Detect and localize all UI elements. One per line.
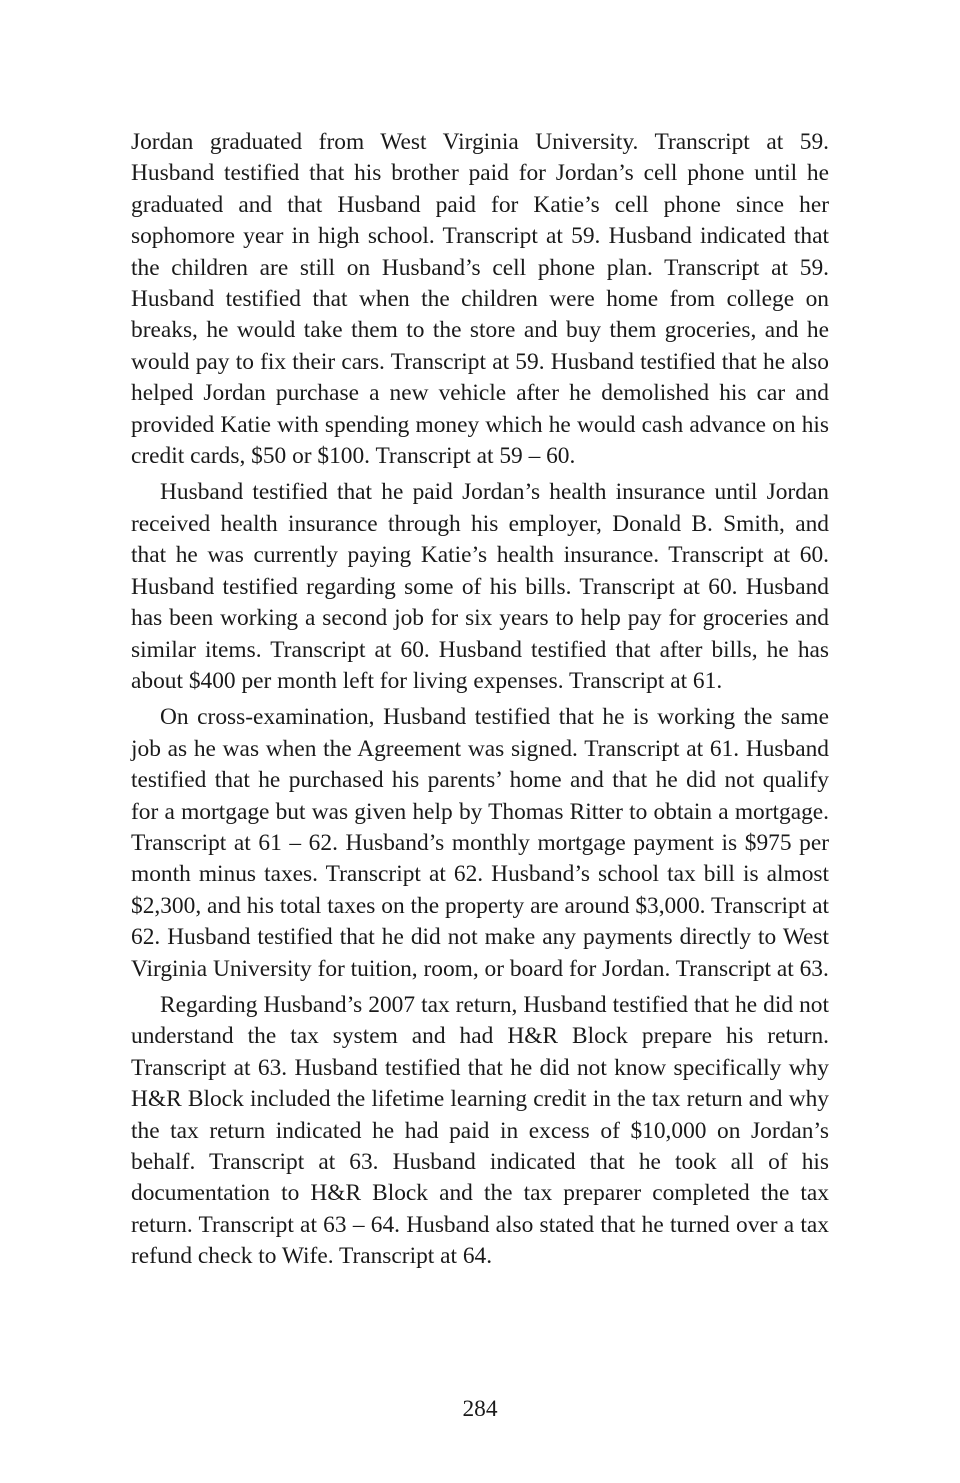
paragraph-3: On cross-examination, Husband testified that he is working the same job as he was when the Agreement was signed. Transcript at 61. Husband testified that he purchased his parents’ home and that he did not qualify for a mortgage but was given help by Thomas Ritter to obtain a mortgage. Transcript at 61 – 62. Husband’s monthly mortgage payment is $975 per month minus taxes. Transcript at 62. Husband’s school tax bill is almost $2,300, and his total taxes on the property are around $3,000. Transcript at 62. Husband testified that he did not make any payments directly to West Virginia University for tuition, room, or board for Jordan. Transcript at 63. [131,704,829,982]
page-number: 284 [462,1396,498,1422]
body-text [131,127,829,1278]
paragraph-1: Jordan graduated from West Virginia University. Transcript at 59. Husband testified that his brother paid for Jordan’s cell phone until he graduated and that Husband paid for Katie’s cell phone since her sophomore year in high school. Transcript at 59. Husband indicated that the children are still on Husband’s cell phone plan. Transcript at 59. Husband testified that when the children were home from college on breaks, he would take them to the store and buy them groceries, and he would pay to fix their cars. Transcript at 59. Husband testified that he also helped Jordan purchase a new vehicle after he demolished his car and provided Katie with spending money which he would cash advance on his credit cards, $50 or $100. Transcript at 59 – 60. [131,129,829,470]
paragraph-4: Regarding Husband’s 2007 tax return, Husband testified that he did not understand the tax system and had H&R Block prepare his return. Transcript at 63. Husband testified that he did not know specifically why H&R Block included the lifetime learning credit in the tax return and why the tax return indicated he had paid in excess of $10,000 on Jordan’s behalf. Transcript at 63. Husband indicated that he took all of his documentation to H&R Block and the tax preparer completed the tax return. Transcript at 63 – 64. Husband also stated that he turned over a tax refund check to Wife. Transcript at 64. [131,991,829,1270]
paragraph-2: Husband testified that he paid Jordan’s health insurance until Jordan received health insurance through his employer, Donald B. Smith, and that he was currently paying Katie’s health insurance. Transcript at 60. Husband testified regarding some of his bills. Transcript at 60. Husband has been working a second job for six years to help pay for groceries and similar items. Transcript at 60. Husband testified that after bills, he has about $400 per month left for living expenses. Transcript at 61. [131,479,829,694]
